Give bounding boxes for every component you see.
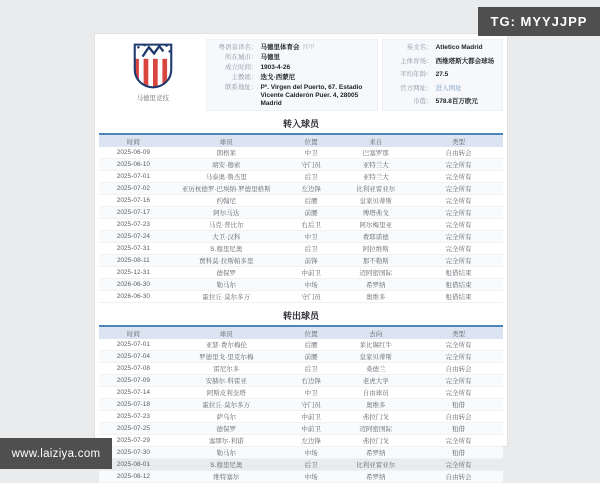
table-row [99, 147, 503, 159]
table-cell: 弗拉门戈 [337, 435, 414, 447]
table-cell: 中卫 [285, 231, 338, 243]
official-website-link[interactable]: 进入网址 [435, 84, 462, 92]
table-cell: 自由转会 [414, 147, 503, 159]
info-label: 英文名： [406, 44, 433, 51]
table-row [99, 435, 503, 447]
table-row [99, 243, 503, 255]
table-row [99, 363, 503, 375]
table-cell: 2025-07-08 [99, 363, 168, 375]
info-row-market-value [387, 98, 498, 106]
table-cell: 巴塞罗那 [337, 147, 414, 159]
table-row [99, 351, 503, 363]
table-cell: 中场 [285, 471, 338, 483]
info-value: 578.8百万欧元 [435, 98, 478, 105]
info-label: 官方网址： [400, 84, 433, 92]
table-cell: 阿拉维斯 [337, 243, 414, 255]
table-header-row [99, 134, 503, 147]
table-cell: 完全所有 [414, 159, 503, 171]
info-row-cantonese-name [211, 44, 372, 52]
table-cell: 租借结束 [414, 267, 503, 279]
table-cell: 雷尼尔多 [168, 363, 285, 375]
table-cell: 后腰 [285, 195, 338, 207]
table-cell: 前腰 [285, 207, 338, 219]
column-header: 球员 [168, 326, 285, 339]
table-cell: 2025-07-23 [99, 219, 168, 231]
table-cell: 完全所有 [414, 171, 503, 183]
table-cell: 2025-07-17 [99, 207, 168, 219]
club-info-right [382, 39, 503, 111]
info-value: 迭戈·西蒙尼 [260, 74, 296, 81]
info-row-website [387, 85, 498, 93]
column-header: 球员 [168, 134, 285, 147]
column-header: 时间 [99, 134, 168, 147]
table-cell: 2025-07-29 [99, 435, 168, 447]
table-cell: 大卫·汉科 [168, 231, 285, 243]
table-cell: 亚瑟·费尔梅伦 [168, 339, 285, 351]
table-cell: 马泰奥·鲁杰里 [168, 171, 285, 183]
table-row [99, 231, 503, 243]
table-row [99, 471, 503, 483]
table-header-row [99, 326, 503, 339]
table-cell: 2025-08-11 [99, 255, 168, 267]
table-cell: 老虎大学 [337, 375, 414, 387]
atletico-madrid-crest-icon [132, 42, 174, 90]
table-cell: 萨乌尔 [168, 411, 285, 423]
column-header: 类型 [414, 326, 503, 339]
table-cell: 2025-08-12 [99, 471, 168, 483]
table-cell: 马克·普比尔 [168, 219, 285, 231]
table-cell: 皇家贝蒂斯 [337, 195, 414, 207]
table-cell: 2025-07-09 [99, 375, 168, 387]
table-cell: 完全所有 [414, 219, 503, 231]
table-cell: 2025-07-02 [99, 183, 168, 195]
info-value: 马德里 [260, 54, 280, 61]
column-header: 位置 [285, 134, 338, 147]
table-cell: 希罗纳 [337, 279, 414, 291]
info-label: 粤语音译名： [218, 44, 258, 51]
table-cell: 博塔弗戈 [337, 207, 414, 219]
table-cell: 租借 [414, 447, 503, 459]
table-cell: S.穆里尼奥 [168, 459, 285, 471]
info-row-founded [211, 64, 372, 72]
table-cell: 安赫尔·科雷亚 [168, 375, 285, 387]
table-cell: 租借结束 [414, 291, 503, 303]
table-cell: 中场 [285, 447, 338, 459]
table-cell: 2025-07-01 [99, 339, 168, 351]
club-info-section [99, 39, 503, 111]
column-header: 类型 [414, 134, 503, 147]
table-cell: 迈阿密国际 [337, 423, 414, 435]
column-header: 位置 [285, 326, 338, 339]
table-cell: 前腰 [285, 351, 338, 363]
table-cell: 2025-07-23 [99, 411, 168, 423]
table-cell: 2025-07-25 [99, 423, 168, 435]
table-cell: 完全所有 [414, 375, 503, 387]
table-row [99, 399, 503, 411]
table-cell: 租借 [414, 423, 503, 435]
table-cell: 贾科莫·拉斯帕多里 [168, 255, 285, 267]
info-label: 主体育场： [400, 57, 433, 65]
table-cell: 比利亚雷亚尔 [337, 183, 414, 195]
club-badge-panel [99, 39, 206, 111]
column-header: 时间 [99, 326, 168, 339]
table-cell: 完全所有 [414, 351, 503, 363]
transfers-in-title: 转入球员 [282, 119, 319, 129]
table-cell: 约翰尼 [168, 195, 285, 207]
table-cell: 霍拉丘·莫尔多万 [168, 291, 285, 303]
table-cell: 中卫 [285, 147, 338, 159]
table-cell: 亚特兰大 [337, 159, 414, 171]
table-row [99, 195, 503, 207]
table-cell: 租借 [414, 399, 503, 411]
table-cell: 阿斯皮利奎塔 [168, 387, 285, 399]
table-row [99, 219, 503, 231]
info-row-avg-age [387, 71, 498, 79]
table-row [99, 447, 503, 459]
table-cell: 完全所有 [414, 243, 503, 255]
table-row [99, 207, 503, 219]
table-cell: 中前卫 [285, 267, 338, 279]
table-cell: 希罗纳 [337, 447, 414, 459]
table-cell: 塞缪尔·利诺 [168, 435, 285, 447]
column-header: 去向 [337, 326, 414, 339]
table-cell: 2025-08-01 [99, 459, 168, 471]
info-row-address [211, 84, 372, 108]
table-cell: 莱比锡红牛 [337, 339, 414, 351]
table-cell: 完全所有 [414, 255, 503, 267]
table-cell: 完全所有 [414, 339, 503, 351]
table-cell: 后腰 [285, 339, 338, 351]
table-cell: 2025-07-18 [99, 399, 168, 411]
table-cell: 后卫 [285, 363, 338, 375]
info-row-stadium [387, 58, 498, 66]
table-cell: 2025-07-14 [99, 387, 168, 399]
info-value: 马德里体育会 [260, 44, 300, 51]
table-cell: 完全所有 [414, 387, 503, 399]
table-cell: 维特塞尔 [168, 471, 285, 483]
table-cell: 2025-07-24 [99, 231, 168, 243]
info-label: 成立时间： [224, 64, 258, 71]
info-row-city [211, 54, 372, 62]
club-name: 马德里竞技 [136, 95, 169, 102]
table-row [99, 267, 503, 279]
table-cell: 后卫 [285, 459, 338, 471]
table-cell: 德保罗 [168, 267, 285, 279]
table-cell: 2025-07-16 [99, 195, 168, 207]
table-row [99, 339, 503, 351]
table-cell: 守门员 [285, 399, 338, 411]
table-cell: 自由转会 [414, 471, 503, 483]
table-cell: 完全所有 [414, 207, 503, 219]
table-cell: 霍拉丘·莫尔多万 [168, 399, 285, 411]
table-row [99, 423, 503, 435]
table-cell: 租借结束 [414, 279, 503, 291]
table-cell: 自由转会 [414, 363, 503, 375]
table-cell: 迈阿密国际 [337, 267, 414, 279]
table-cell: 后卫 [285, 171, 338, 183]
table-cell: 完全所有 [414, 183, 503, 195]
table-cell: 右后卫 [285, 219, 338, 231]
info-label: 主教练： [231, 74, 258, 81]
table-cell: 守门员 [285, 291, 338, 303]
table-row [99, 171, 503, 183]
info-value: Atletico Madrid [435, 44, 483, 51]
table-cell: 奥维多 [337, 399, 414, 411]
table-cell: 2026-06-30 [99, 291, 168, 303]
club-info-left [206, 39, 377, 111]
table-cell: 阿尔马达 [168, 207, 285, 219]
table-cell: 费耶诺德 [337, 231, 414, 243]
table-cell: 亚特兰大 [337, 171, 414, 183]
info-row-english-name [387, 44, 498, 52]
table-row [99, 255, 503, 267]
table-row [99, 459, 503, 471]
table-cell: 中卫 [285, 387, 338, 399]
table-cell: 2025-07-30 [99, 447, 168, 459]
transfers-out-title: 转出球员 [282, 311, 319, 321]
table-cell: 左边锋 [285, 183, 338, 195]
table-row [99, 159, 503, 171]
table-cell: 朗格莱 [168, 147, 285, 159]
table-cell: 胡安·穆索 [168, 159, 285, 171]
table-cell: 2025-06-10 [99, 159, 168, 171]
table-cell: 自由球员 [337, 387, 414, 399]
table-cell: 前锋 [285, 255, 338, 267]
table-cell: 那不勒斯 [337, 255, 414, 267]
info-value: 西维塔斯大都会球场 [435, 57, 495, 65]
table-cell: 2025-07-01 [99, 171, 168, 183]
table-cell: 弗拉门戈 [337, 411, 414, 423]
table-cell: 希罗纳 [337, 471, 414, 483]
table-cell: 完全所有 [414, 459, 503, 471]
table-cell: 亚历杭德罗·巴埃纳·罗德里格斯 [168, 183, 285, 195]
table-cell: 守门员 [285, 159, 338, 171]
table-cell: 2025-07-31 [99, 243, 168, 255]
table-cell: 中前卫 [285, 423, 338, 435]
table-cell: 后卫 [285, 243, 338, 255]
info-value: Pº. Virgen del Puerto, 67. Estadio Vicente Calderón Puer. 4, 28005 Madrid [260, 84, 363, 107]
info-label: 市值： [413, 98, 433, 105]
table-cell: 奥维多 [337, 291, 414, 303]
table-cell: 阿尔梅里亚 [337, 219, 414, 231]
table-row [99, 387, 503, 399]
table-cell: S.穆里尼奥 [168, 243, 285, 255]
transfers-out-table [99, 325, 503, 483]
info-label: 联系地址： [224, 84, 258, 91]
table-cell: 桑德兰 [337, 363, 414, 375]
tg-contact-badge: TG: MYYJJPP [478, 7, 600, 36]
table-cell: 罗德里戈·里克尔梅 [168, 351, 285, 363]
table-row [99, 183, 503, 195]
info-label: 平均年龄： [400, 71, 433, 78]
table-cell: 中场 [285, 279, 338, 291]
table-cell: 皇家贝蒂斯 [337, 351, 414, 363]
table-cell: 勒马尔 [168, 279, 285, 291]
table-row [99, 291, 503, 303]
table-cell: 2026-06-30 [99, 279, 168, 291]
transfers-in-table [99, 133, 503, 303]
info-value: 27.5 [435, 71, 449, 78]
table-cell: 中前卫 [285, 411, 338, 423]
table-cell: 德保罗 [168, 423, 285, 435]
column-header: 来自 [337, 134, 414, 147]
table-cell: 2025-06-09 [99, 147, 168, 159]
table-cell: 完全所有 [414, 231, 503, 243]
table-cell: 右边锋 [285, 375, 338, 387]
content-card [94, 33, 508, 481]
league-tag: 西甲 [302, 45, 315, 51]
table-cell: 完全所有 [414, 195, 503, 207]
table-row [99, 411, 503, 423]
info-row-coach [211, 74, 372, 82]
table-cell: 比利亚雷亚尔 [337, 459, 414, 471]
table-cell: 2025-07-04 [99, 351, 168, 363]
table-row [99, 375, 503, 387]
table-cell: 勒马尔 [168, 447, 285, 459]
info-value: 1903-4-26 [260, 64, 291, 71]
site-watermark: www.laiziya.com [0, 438, 112, 469]
table-cell: 2025-12-31 [99, 267, 168, 279]
table-cell: 自由转会 [414, 411, 503, 423]
info-label: 所在城市： [224, 54, 258, 61]
table-cell: 左边锋 [285, 435, 338, 447]
table-cell: 完全所有 [414, 435, 503, 447]
table-row [99, 279, 503, 291]
